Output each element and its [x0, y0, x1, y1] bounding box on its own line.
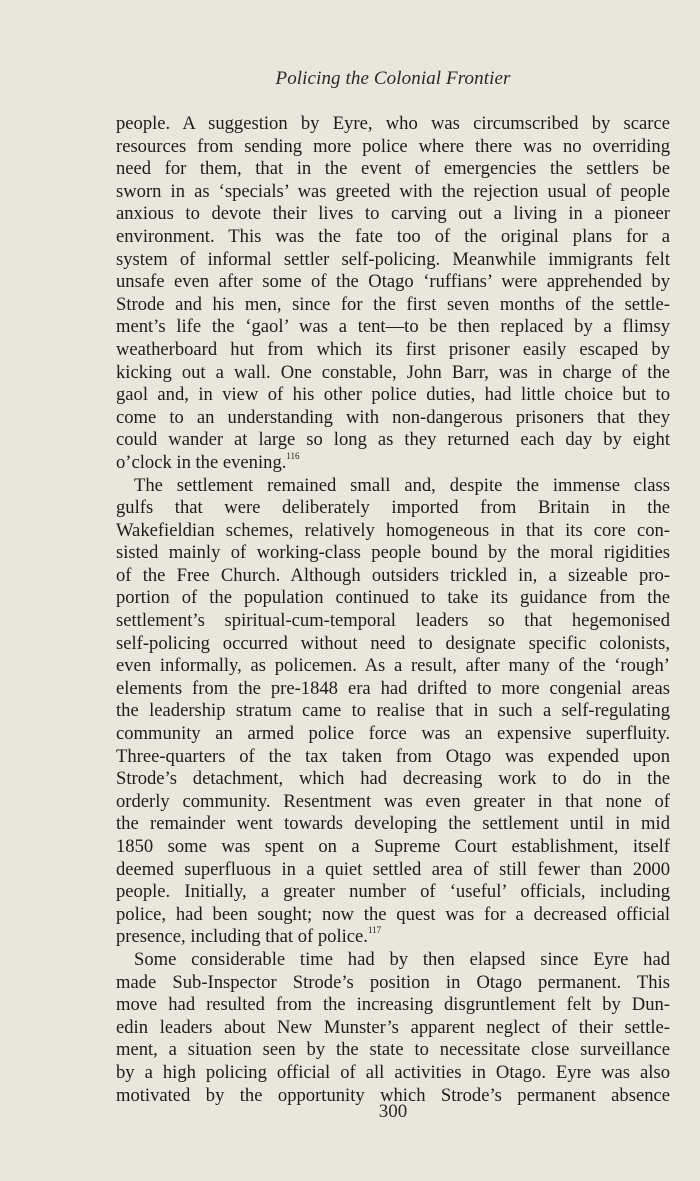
text-line-content: ment’s life the ‘gaol’ was a tent—to be then replaced by a flimsy — [116, 316, 670, 338]
text-line-content: need for them, that in the event of emergencies the settlers be — [116, 158, 670, 180]
text-line — [116, 723, 670, 746]
text-line — [116, 1017, 670, 1040]
text-line-content: Strode’s detachment, which had decreasing work to do in the — [116, 768, 670, 790]
text-line — [116, 520, 670, 543]
text-line — [116, 497, 670, 520]
text-line-content: portion of the population continued to take its guidance from the — [116, 587, 670, 609]
text-line — [116, 972, 670, 995]
text-line-content: unsafe even after some of the Otago ‘ruffians’ were apprehended by — [116, 271, 670, 293]
text-line — [116, 836, 670, 859]
text-line — [116, 452, 670, 475]
text-line-content: environment. This was the fate too of the original plans for a — [116, 225, 670, 247]
text-line-content: Some considerable time had by then elapsed since Eyre had — [134, 948, 670, 970]
text-line-content: the leadership stratum came to realise that in such a self-regulating — [116, 700, 670, 722]
text-line — [116, 407, 670, 430]
text-line-content: 1850 some was spent on a Supreme Court establishment, itself — [116, 836, 670, 857]
text-line — [116, 294, 670, 317]
text-line-content: orderly community. Resentment was even greater in that none of — [116, 790, 670, 812]
text-line-content: come to an understanding with non-dangerous prisoners that they — [116, 406, 670, 428]
text-line-content: resources from sending more police where there was no overriding — [116, 135, 670, 157]
text-line — [116, 542, 670, 565]
text-line — [116, 203, 670, 226]
text-line-content: anxious to devote their lives to carving out a living in a pioneer — [116, 203, 670, 225]
text-line — [116, 181, 670, 204]
text-line — [116, 316, 670, 339]
text-line — [116, 633, 670, 656]
text-line-content: The settlement remained small and, despite the immense class — [134, 474, 670, 496]
text-line-content: could wander at large so long as they returned each day by eight — [116, 429, 670, 451]
text-line-content: of the Free Church. Although outsiders trickled in, a sizeable pro- — [116, 564, 670, 586]
footnote-marker: 117 — [367, 925, 382, 936]
text-line-content: sworn in as ‘specials’ was greeted with the rejection usual of people — [116, 180, 670, 202]
text-line-content: presence, including that of police. — [116, 926, 368, 948]
text-line-content: settlement’s spiritual-cum-temporal leaders so that hegemonised — [116, 610, 670, 632]
text-line-content: sisted mainly of working-class people bound by the moral rigidities — [116, 542, 670, 564]
text-line-content: Strode and his men, since for the first seven months of the settle- — [116, 293, 670, 315]
text-line-content: even informally, as policemen. As a result, after many of the ‘rough’ — [116, 655, 670, 677]
running-head: Policing the Colonial Frontier — [275, 68, 511, 89]
text-line — [116, 1062, 670, 1085]
text-line — [116, 926, 670, 949]
footnote-marker: 116 — [286, 450, 300, 461]
text-line-content: motivated by the opportunity which Strode’s permanent absence — [116, 1084, 670, 1106]
text-line-content: self-policing occurred without need to designate specific colonists, — [116, 632, 670, 654]
text-line — [116, 949, 670, 972]
text-line-content: weatherboard hut from which its first prisoner easily escaped by — [116, 338, 670, 360]
text-line-content: deemed superfluous in a quiet settled area of still fewer than 2000 — [116, 858, 670, 880]
text-line-content: community an armed police force was an expensive superfluity. — [116, 723, 670, 745]
text-line — [116, 249, 670, 272]
text-line-content: police, had been sought; now the quest was for a decreased official — [116, 903, 670, 925]
text-line — [116, 768, 670, 791]
text-line-content: edin leaders about New Munster’s apparent neglect of their settle- — [116, 1016, 670, 1038]
text-line — [116, 136, 670, 159]
text-line — [116, 384, 670, 407]
text-line-content: people. A suggestion by Eyre, who was circumscribed by scarce — [116, 113, 670, 134]
body-text — [116, 113, 670, 1107]
text-line — [116, 587, 670, 610]
text-line-content: gaol and, in view of his other police duties, had little choice but to — [116, 384, 670, 406]
text-line — [116, 700, 670, 723]
text-line — [116, 610, 670, 633]
text-line — [116, 475, 670, 498]
text-line-content: people. Initially, a greater number of ‘useful’ officials, including — [116, 881, 670, 903]
text-line — [116, 904, 670, 927]
text-line — [116, 429, 670, 452]
text-line-content: elements from the pre-1848 era had drifted to more congenial areas — [116, 677, 670, 699]
text-line — [116, 565, 670, 588]
text-line — [116, 678, 670, 701]
text-line-content: gulfs that were deliberately imported from Britain in the — [116, 497, 670, 519]
page-number: 300 — [378, 1101, 408, 1122]
text-line-content: kicking out a wall. One constable, John Barr, was in charge of the — [116, 361, 670, 383]
text-line — [116, 226, 670, 249]
text-line — [116, 791, 670, 814]
text-line-content: o’clock in the evening. — [116, 451, 287, 473]
text-line — [116, 813, 670, 836]
text-line-content: system of informal settler self-policing. Meanwhile immigrants felt — [116, 248, 670, 270]
text-line — [116, 881, 670, 904]
text-line-content: the remainder went towards developing the settlement until in mid — [116, 813, 670, 835]
text-line-content: move had resulted from the increasing disgruntlement felt by Dun- — [116, 994, 670, 1016]
text-line — [116, 1039, 670, 1062]
text-line — [116, 994, 670, 1017]
text-line — [116, 746, 670, 769]
text-line-content: Wakefieldian schemes, relatively homogeneous in that its core con- — [116, 519, 670, 541]
text-line — [116, 158, 670, 181]
text-line-content: by a high policing official of all activities in Otago. Eyre was also — [116, 1061, 670, 1083]
text-line-content: ment, a situation seen by the state to necessitate close surveillance — [116, 1039, 670, 1061]
text-line-content: made Sub-Inspector Strode’s position in Otago permanent. This — [116, 971, 670, 993]
text-line — [116, 339, 670, 362]
text-line — [116, 113, 670, 136]
text-line — [116, 655, 670, 678]
text-line — [116, 271, 670, 294]
text-line-content: Three-quarters of the tax taken from Otago was expended upon — [116, 745, 670, 767]
text-line — [116, 859, 670, 882]
text-line — [116, 362, 670, 385]
